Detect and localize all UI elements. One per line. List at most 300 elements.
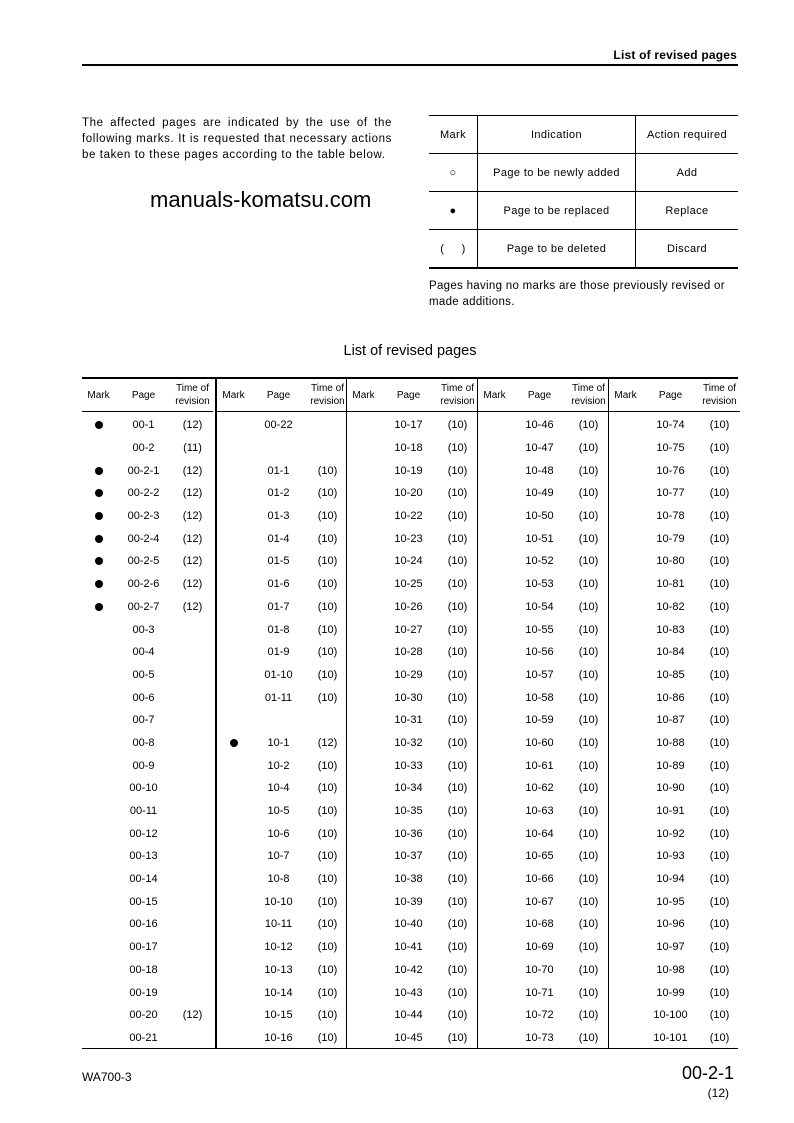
table-row (478, 459, 609, 482)
page-cell: 10-74 (656, 419, 685, 432)
time-of-revision-cell: (10) (317, 850, 338, 863)
time-of-revision-cell: (10) (709, 668, 730, 681)
page-cell: 10-92 (656, 827, 685, 840)
time-of-revision-cell (172, 732, 213, 755)
table-row (82, 845, 213, 868)
time-of-revision-cell: (12) (182, 510, 203, 523)
mark-cell (347, 936, 380, 959)
time-of-revision-cell: (10) (317, 464, 338, 477)
table-row (478, 981, 609, 1004)
time-of-revision-cell: (12) (182, 532, 203, 545)
page-cell: 10-69 (525, 941, 554, 954)
time-of-revision-cell: (10) (447, 691, 468, 704)
page-cell: 01-3 (267, 510, 290, 523)
table-column-group (608, 379, 740, 1048)
page-cell: 01-6 (267, 578, 290, 591)
table-row (478, 686, 609, 709)
header-page: Page (658, 389, 683, 401)
time-of-revision-cell: (10) (447, 419, 468, 432)
mark-cell (82, 573, 115, 596)
page-cell: 10-1 (267, 736, 290, 749)
time-of-revision-cell: (10) (709, 850, 730, 863)
table-row (217, 527, 348, 550)
table-row (82, 913, 213, 936)
page-cell: 00-2-4 (127, 532, 160, 545)
mark-cell (347, 959, 380, 982)
table-row (478, 641, 609, 664)
mark-cell (82, 437, 115, 460)
mark-cell (609, 482, 642, 505)
table-row (478, 845, 609, 868)
page-cell: 01-9 (267, 646, 290, 659)
mark-cell (82, 1004, 115, 1027)
page-cell: 00-19 (129, 986, 158, 999)
page-cell (250, 709, 307, 732)
table-row (609, 573, 740, 596)
page-cell: 10-78 (656, 510, 685, 523)
table-row (478, 527, 609, 550)
time-of-revision-cell: (10) (578, 555, 599, 568)
legend-header-indication: Indication (478, 116, 636, 154)
table-row (478, 868, 609, 891)
time-of-revision-cell (172, 1027, 213, 1050)
time-of-revision-cell: (10) (709, 623, 730, 636)
mark-cell (217, 641, 250, 664)
page-cell: 10-22 (394, 510, 423, 523)
page-cell: 10-2 (267, 759, 290, 772)
time-of-revision-cell: (10) (709, 827, 730, 840)
mark-cell (217, 505, 250, 528)
table-row (347, 618, 478, 641)
mark-cell (347, 664, 380, 687)
mark-cell (478, 913, 511, 936)
page-cell: 10-48 (525, 464, 554, 477)
page-cell: 10-66 (525, 873, 554, 886)
parentheses-mark: ( ) (429, 230, 478, 269)
table-row (478, 777, 609, 800)
page-cell: 10-19 (394, 464, 423, 477)
mark-cell (347, 822, 380, 845)
page-cell: 00-1 (132, 419, 155, 432)
time-of-revision-cell: (10) (709, 442, 730, 455)
mark-cell (609, 890, 642, 913)
page-cell: 10-29 (394, 668, 423, 681)
table-row (82, 1027, 213, 1050)
page-cell: 00-2-2 (127, 487, 160, 500)
table-row (609, 1004, 740, 1027)
mark-cell (82, 641, 115, 664)
mark-cell (609, 1027, 642, 1050)
mark-cell (347, 550, 380, 573)
mark-cell (82, 550, 115, 573)
time-of-revision-cell (307, 414, 348, 437)
table-row (609, 822, 740, 845)
table-row (82, 936, 213, 959)
table-row (478, 437, 609, 460)
table-header (609, 379, 740, 412)
mark-cell (82, 800, 115, 823)
mark-cell (347, 709, 380, 732)
page-cell: 10-61 (525, 759, 554, 772)
time-of-revision-cell: (10) (447, 986, 468, 999)
table-row (347, 505, 478, 528)
table-row (478, 618, 609, 641)
mark-cell (478, 437, 511, 460)
table-column-group (477, 379, 609, 1048)
page-cell: 10-38 (394, 873, 423, 886)
filled-circle-icon (95, 580, 103, 588)
page-cell: 10-96 (656, 918, 685, 931)
mark-cell (217, 527, 250, 550)
header-page: Page (266, 389, 291, 401)
time-of-revision-cell: (10) (317, 487, 338, 500)
time-of-revision-cell (172, 641, 213, 664)
legend-header-mark: Mark (429, 116, 478, 154)
time-of-revision-cell: (12) (182, 600, 203, 613)
mark-cell (347, 505, 380, 528)
table-row (82, 505, 213, 528)
table-row (217, 1027, 348, 1050)
time-of-revision-cell (172, 890, 213, 913)
table-row (478, 822, 609, 845)
time-of-revision-cell (172, 868, 213, 891)
mark-cell (609, 618, 642, 641)
mark-cell (217, 709, 250, 732)
time-of-revision-cell: (10) (709, 646, 730, 659)
time-of-revision-cell: (10) (317, 895, 338, 908)
page-cell: 10-57 (525, 668, 554, 681)
time-of-revision-cell: (10) (709, 532, 730, 545)
page-cell: 10-85 (656, 668, 685, 681)
time-of-revision-cell: (10) (317, 963, 338, 976)
time-of-revision-cell: (10) (578, 759, 599, 772)
mark-cell (217, 732, 250, 755)
table-row (609, 777, 740, 800)
table-row (478, 664, 609, 687)
mark-cell (82, 618, 115, 641)
mark-cell (217, 913, 250, 936)
mark-cell (217, 868, 250, 891)
legend-table (429, 115, 738, 269)
mark-cell (347, 437, 380, 460)
mark-cell (347, 777, 380, 800)
page-cell: 10-17 (394, 419, 423, 432)
table-row (347, 936, 478, 959)
mark-cell (347, 981, 380, 1004)
mark-cell (217, 981, 250, 1004)
time-of-revision-cell (172, 686, 213, 709)
table-row (82, 959, 213, 982)
time-of-revision-cell: (12) (182, 555, 203, 568)
time-of-revision-cell: (10) (317, 918, 338, 931)
mark-cell (478, 777, 511, 800)
page-cell: 00-6 (132, 691, 155, 704)
legend-action: Add (636, 154, 739, 192)
page-cell: 10-86 (656, 691, 685, 704)
table-row (609, 550, 740, 573)
time-of-revision-cell: (10) (447, 555, 468, 568)
page-cell: 01-10 (264, 668, 293, 681)
table-row (217, 505, 348, 528)
page-cell: 01-1 (267, 464, 290, 477)
page-cell: 10-94 (656, 873, 685, 886)
page-cell: 10-65 (525, 850, 554, 863)
page-cell: 10-44 (394, 1009, 423, 1022)
page-cell: 10-16 (264, 1031, 293, 1044)
mark-cell (217, 777, 250, 800)
table-row (609, 596, 740, 619)
mark-cell (609, 573, 642, 596)
page-cell: 10-58 (525, 691, 554, 704)
page-cell: 10-7 (267, 850, 290, 863)
legend-row-add (429, 154, 738, 192)
time-of-revision-cell: (10) (709, 805, 730, 818)
page-cell: 00-4 (132, 646, 155, 659)
mark-cell (217, 959, 250, 982)
page-cell: 10-63 (525, 805, 554, 818)
time-of-revision-cell: (10) (447, 487, 468, 500)
filled-circle-icon: ● (429, 192, 478, 230)
page-cell: 10-24 (394, 555, 423, 568)
mark-cell (82, 527, 115, 550)
mark-cell (347, 1027, 380, 1050)
table-header (347, 379, 478, 412)
time-of-revision-cell: (10) (447, 600, 468, 613)
time-of-revision-cell: (10) (317, 532, 338, 545)
table-row (82, 482, 213, 505)
page-cell: 10-36 (394, 827, 423, 840)
mark-cell (217, 845, 250, 868)
mark-cell (217, 754, 250, 777)
mark-cell (478, 664, 511, 687)
table-row (609, 437, 740, 460)
page-cell: 10-31 (394, 714, 423, 727)
time-of-revision-cell: (10) (447, 1009, 468, 1022)
table-row (347, 800, 478, 823)
mark-cell (347, 641, 380, 664)
mark-cell (609, 709, 642, 732)
footer-model: WA700-3 (82, 1070, 132, 1084)
time-of-revision-cell: (10) (578, 850, 599, 863)
table-row (609, 1027, 740, 1050)
table-row (82, 596, 213, 619)
mark-cell (217, 596, 250, 619)
table-row (609, 505, 740, 528)
time-of-revision-cell: (10) (709, 918, 730, 931)
time-of-revision-cell: (10) (317, 555, 338, 568)
time-of-revision-cell: (10) (447, 873, 468, 886)
time-of-revision-cell: (10) (317, 668, 338, 681)
page-cell: 01-11 (264, 691, 293, 704)
time-of-revision-cell (172, 777, 213, 800)
time-of-revision-cell: (10) (447, 918, 468, 931)
time-of-revision-cell (172, 800, 213, 823)
mark-cell (347, 527, 380, 550)
mark-cell (478, 641, 511, 664)
mark-cell (609, 1004, 642, 1027)
time-of-revision-cell: (10) (317, 782, 338, 795)
time-of-revision-cell (172, 664, 213, 687)
page-cell: 10-10 (264, 895, 293, 908)
mark-cell (609, 596, 642, 619)
time-of-revision-cell: (10) (578, 963, 599, 976)
page-cell: 10-8 (267, 873, 290, 886)
table-row (82, 754, 213, 777)
table-row (217, 709, 348, 732)
time-of-revision-cell: (10) (447, 759, 468, 772)
mark-cell (217, 550, 250, 573)
time-of-revision-cell: (10) (317, 873, 338, 886)
page-cell: 10-81 (656, 578, 685, 591)
page-cell: 00-14 (129, 873, 158, 886)
table-row (478, 1004, 609, 1027)
mark-cell (82, 754, 115, 777)
mark-cell (347, 596, 380, 619)
mark-cell (609, 845, 642, 868)
time-of-revision-cell: (10) (709, 691, 730, 704)
mark-cell (217, 890, 250, 913)
table-row (217, 414, 348, 437)
time-of-revision-cell: (10) (709, 1031, 730, 1044)
table-row (347, 437, 478, 460)
table-row (478, 573, 609, 596)
page-cell: 10-4 (267, 782, 290, 795)
page-cell: 10-101 (653, 1031, 688, 1044)
page-cell: 10-12 (264, 941, 293, 954)
table-row (217, 754, 348, 777)
page-cell: 10-51 (525, 532, 554, 545)
page-cell: 00-2-7 (127, 600, 160, 613)
time-of-revision-cell: (10) (578, 941, 599, 954)
table-row (347, 981, 478, 1004)
header-time-of-revision: Time of revision (440, 383, 475, 407)
mark-cell (609, 868, 642, 891)
legend-indication: Page to be replaced (478, 192, 636, 230)
table-row (217, 459, 348, 482)
table-row (347, 845, 478, 868)
mark-cell (609, 686, 642, 709)
time-of-revision-cell: (10) (447, 714, 468, 727)
mark-cell (609, 959, 642, 982)
table-row (478, 890, 609, 913)
mark-cell (347, 1004, 380, 1027)
mark-cell (478, 800, 511, 823)
time-of-revision-cell: (10) (578, 895, 599, 908)
table-row (609, 959, 740, 982)
mark-cell (478, 459, 511, 482)
time-of-revision-cell: (12) (182, 419, 203, 432)
table-row (609, 913, 740, 936)
page-cell: 10-32 (394, 736, 423, 749)
table-row (217, 981, 348, 1004)
mark-cell (609, 641, 642, 664)
table-row (82, 618, 213, 641)
page-cell: 10-82 (656, 600, 685, 613)
header-page: Page (527, 389, 552, 401)
table-column-group (215, 379, 348, 1048)
table-row (82, 732, 213, 755)
time-of-revision-cell: (10) (447, 850, 468, 863)
time-of-revision-cell: (12) (182, 487, 203, 500)
table-row (82, 890, 213, 913)
legend-row-discard (429, 230, 738, 269)
table-row (82, 981, 213, 1004)
page-cell: 00-2-3 (127, 510, 160, 523)
mark-cell (478, 1027, 511, 1050)
table-header (82, 379, 213, 412)
mark-cell (82, 981, 115, 1004)
page-cell: 01-8 (267, 623, 290, 636)
page-cell: 00-22 (264, 419, 293, 432)
time-of-revision-cell: (12) (182, 1009, 203, 1022)
page-cell: 10-49 (525, 487, 554, 500)
page-cell: 10-71 (525, 986, 554, 999)
page-cell: 10-95 (656, 895, 685, 908)
table-column-group (82, 379, 213, 1048)
time-of-revision-cell: (10) (447, 963, 468, 976)
legend-action: Discard (636, 230, 739, 269)
table-row (347, 459, 478, 482)
table-row (347, 1027, 478, 1050)
time-of-revision-cell (172, 981, 213, 1004)
table-row (217, 618, 348, 641)
page-cell: 10-53 (525, 578, 554, 591)
table-row (478, 732, 609, 755)
page-cell: 10-47 (525, 442, 554, 455)
table-row (82, 437, 213, 460)
legend-indication: Page to be newly added (478, 154, 636, 192)
time-of-revision-cell: (10) (447, 464, 468, 477)
time-of-revision-cell (172, 822, 213, 845)
mark-cell (217, 800, 250, 823)
table-row (609, 641, 740, 664)
table-row (217, 868, 348, 891)
header-mark: Mark (614, 389, 637, 401)
mark-cell (217, 618, 250, 641)
mark-cell (82, 505, 115, 528)
page-cell: 00-15 (129, 895, 158, 908)
filled-circle-icon (230, 739, 238, 747)
mark-cell (609, 437, 642, 460)
header-time-of-revision: Time of revision (310, 383, 345, 407)
header-page: Page (131, 389, 156, 401)
page-cell: 10-70 (525, 963, 554, 976)
footer-revision: (12) (707, 1086, 729, 1100)
page-cell: 10-46 (525, 419, 554, 432)
time-of-revision-cell: (12) (182, 578, 203, 591)
table-header (217, 379, 348, 412)
mark-cell (478, 981, 511, 1004)
page-cell: 10-75 (656, 442, 685, 455)
page-cell: 10-55 (525, 623, 554, 636)
table-row (217, 1004, 348, 1027)
page-cell: 00-2-6 (127, 578, 160, 591)
table-row (347, 482, 478, 505)
time-of-revision-cell: (10) (447, 646, 468, 659)
page-cell: 10-56 (525, 646, 554, 659)
legend-action: Replace (636, 192, 739, 230)
mark-cell (82, 868, 115, 891)
header-time-of-revision: Time of revision (702, 383, 737, 407)
mark-cell (217, 664, 250, 687)
time-of-revision-cell: (10) (578, 986, 599, 999)
table-row (217, 482, 348, 505)
filled-circle-icon (95, 557, 103, 565)
watermark: manuals-komatsu.com (150, 187, 372, 212)
time-of-revision-cell: (10) (578, 510, 599, 523)
header-mark: Mark (87, 389, 110, 401)
mark-cell (347, 618, 380, 641)
